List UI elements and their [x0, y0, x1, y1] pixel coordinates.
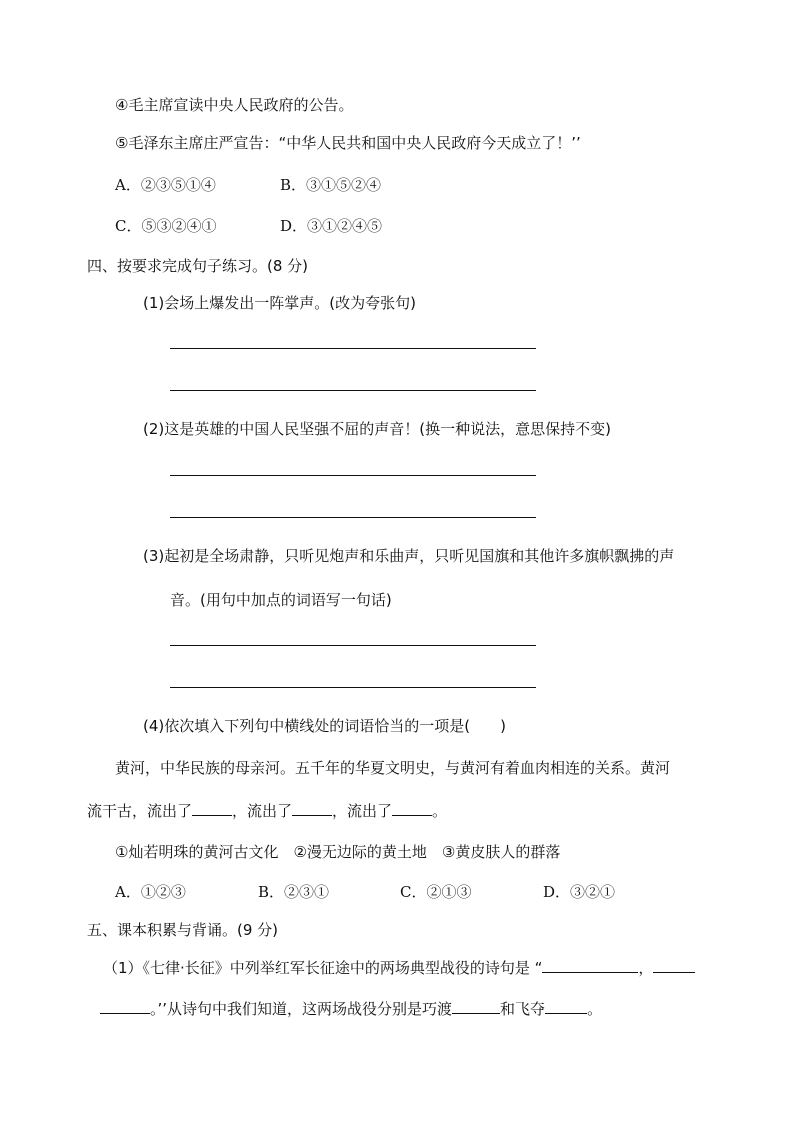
fill-blank[interactable] [392, 801, 432, 816]
fill-blank[interactable] [653, 958, 695, 973]
answer-line[interactable] [170, 517, 536, 518]
passage-period: 。 [432, 802, 448, 820]
question-4-3-line1: (3)起初是全场肃静，只听见炮声和乐曲声，只听见国旗和其他许多旗帜飘拂的声 [143, 547, 675, 565]
passage-line2 [87, 801, 447, 821]
answer-line[interactable] [170, 390, 536, 391]
passage-mid: ，流出了 [232, 802, 293, 820]
question-5-1-text: （1）《七律·长征》中列举红军长征途中的两场典型战役的诗句是 “ [103, 959, 543, 977]
passage-end: ，流出了 [332, 802, 393, 820]
option-b: B．②③① [258, 883, 330, 901]
sequence-item-4: ④毛主席宣读中央人民政府的公告。 [115, 96, 354, 114]
question-4-3-line2: 音。(用句中加点的词语写一句话) [170, 591, 392, 609]
option-b: B．③①⑤②④ [280, 176, 382, 194]
passage-prefix: 流干古，流出了 [87, 802, 193, 820]
option-d: D．③②① [543, 883, 616, 901]
answer-line[interactable] [170, 475, 536, 476]
question-5-1-mid: 。’’从诗句中我们知道，这两场战役分别是巧渡 [150, 1000, 453, 1018]
sequence-item-5: ⑤毛泽东主席庄严宣告：“中华人民共和国中央人民政府今天成立了！’’ [115, 134, 581, 152]
question-5-1-and: 和飞夺 [500, 1000, 546, 1018]
option-c: C．②①③ [400, 883, 472, 901]
fill-blank[interactable] [100, 999, 150, 1014]
fill-blank[interactable] [542, 958, 638, 973]
word-choices: ①灿若明珠的黄河古文化 ②漫无边际的黄土地 ③黄皮肤人的群落 [115, 843, 561, 861]
answer-line[interactable] [170, 348, 536, 349]
answer-line[interactable] [170, 645, 536, 646]
question-5-1-end: 。 [587, 1000, 603, 1018]
option-d: D．③①②④⑤ [280, 217, 383, 235]
section-5-heading: 五、课本积累与背诵。(9 分) [87, 921, 279, 939]
comma: ， [638, 959, 654, 977]
question-4-1: (1)会场上爆发出一阵掌声。(改为夸张句) [143, 294, 416, 312]
answer-line[interactable] [170, 687, 536, 688]
fill-blank[interactable] [292, 801, 332, 816]
passage-line1: 黄河，中华民族的母亲河。五千年的华夏文明史，与黄河有着血肉相连的关系。黄河 [115, 759, 671, 777]
question-5-1-line1 [103, 958, 695, 978]
section-4-heading: 四、按要求完成句子练习。(8 分) [87, 257, 309, 275]
fill-blank[interactable] [192, 801, 232, 816]
option-a: A．①②③ [115, 883, 186, 901]
fill-blank[interactable] [452, 999, 500, 1014]
option-a: A．②③⑤①④ [115, 176, 216, 194]
question-4-2: (2)这是英雄的中国人民坚强不屈的声音！(换一种说法，意思保持不变) [143, 420, 611, 438]
option-c: C．⑤③②④① [115, 217, 217, 235]
question-4-4: (4)依次填入下列句中横线处的词语恰当的一项是( ) [143, 717, 506, 735]
question-5-1-line2 [100, 999, 602, 1019]
fill-blank[interactable] [545, 999, 587, 1014]
